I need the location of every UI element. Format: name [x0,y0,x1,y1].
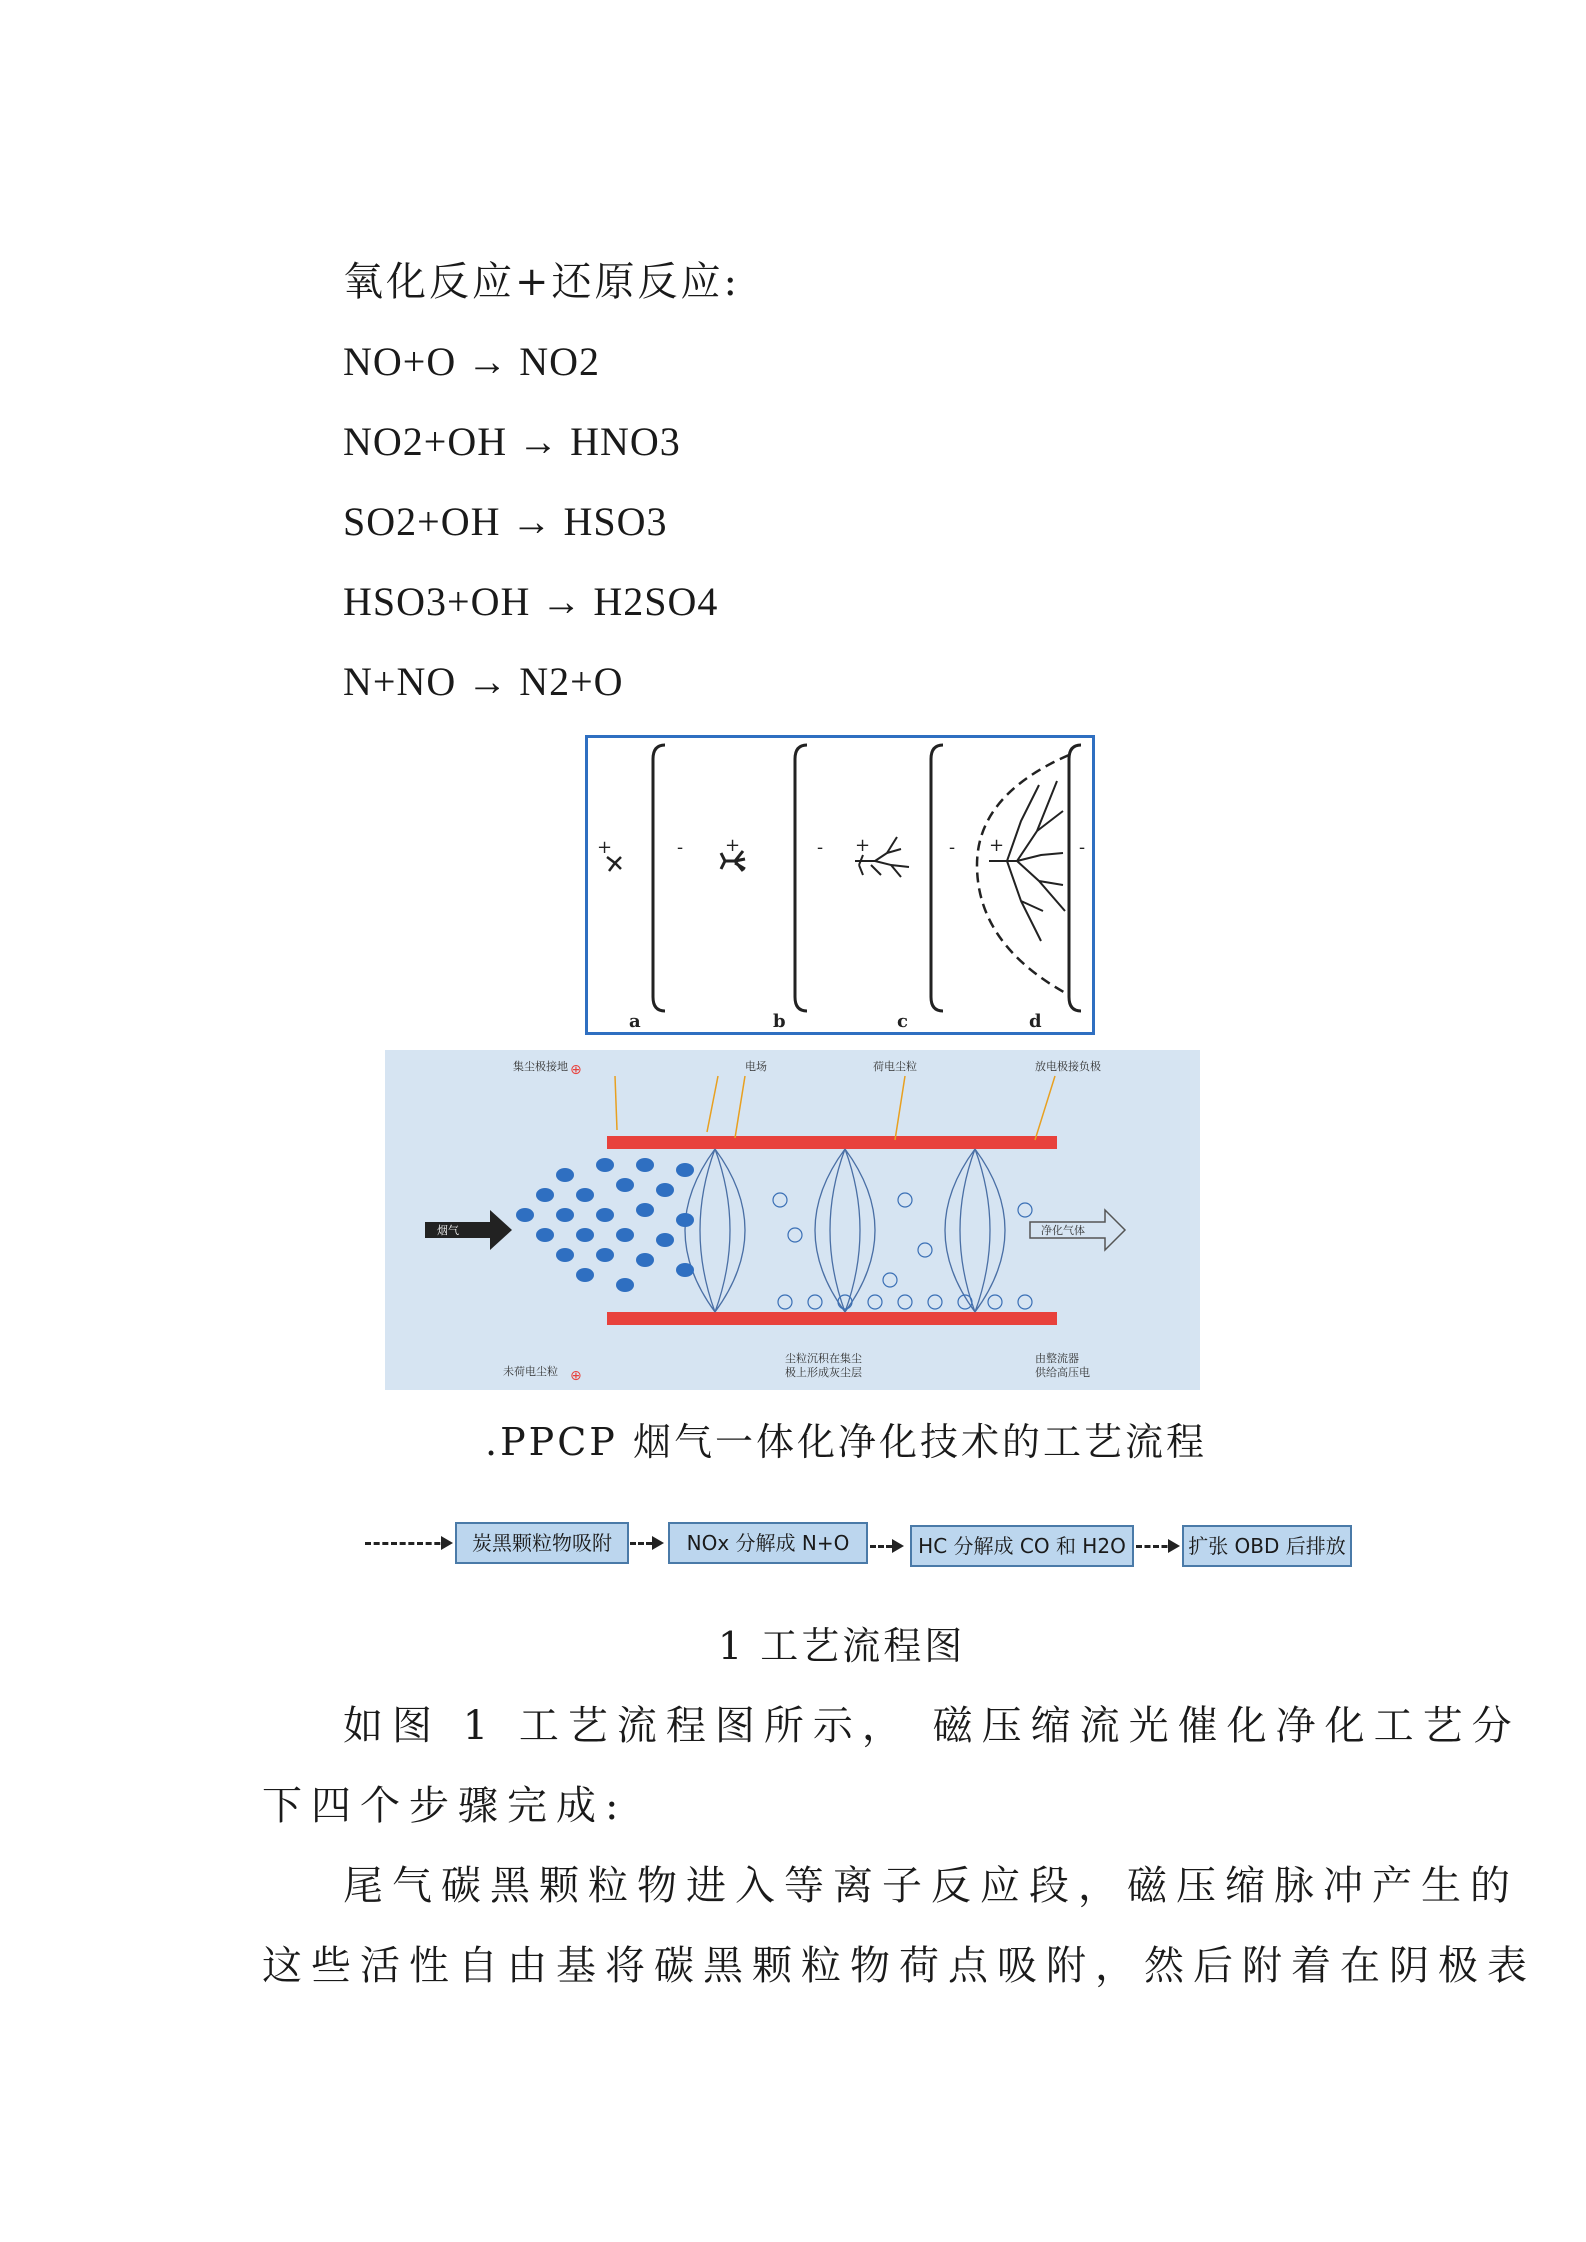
flow-step-3: HC 分解成 CO 和 H2O [910,1525,1134,1567]
label-uncharged-dust: 未荷电尘粒 [503,1365,558,1378]
flow-step-2: NOx 分解成 N+O [668,1522,868,1564]
plus-sign: + [855,835,871,856]
label-rectifier: 由整流器供给高压电 [1035,1352,1090,1379]
flow-step-1: 炭黑颗粒物吸附 [455,1522,629,1564]
panel-label-c: c [897,1011,908,1032]
flow-arrow-start [365,1542,449,1545]
reaction-heading: 氧化反应+还原反应: [343,259,740,305]
minus-sign: - [677,837,684,858]
panel-label-d: d [1029,1011,1042,1032]
plus-sign: + [597,837,613,858]
label-clean-gas: 净化气体 [1041,1224,1085,1237]
label-charged-dust: 荷电尘粒 [873,1060,917,1073]
collector-plate-top [607,1136,1057,1149]
flow-arrow-1 [630,1542,660,1545]
label-dust-layer: 尘粒沉积在集尘极上形成灰尘层 [785,1352,862,1379]
equation-3: SO2+OH → HSO3 [343,499,668,544]
label-electric-field: 电场 [745,1060,767,1073]
flow-step-4: 扩张 OBD 后排放 [1182,1525,1352,1567]
minus-sign: - [1079,837,1086,858]
paragraph-line-2: 下四个步骤完成: [262,1783,628,1829]
label-discharge-electrode: 放电极接负极 [1035,1060,1101,1073]
minus-sign: - [949,837,956,858]
paragraph-line-4: 这些活性自由基将碳黑颗粒物荷点吸附，然后附着在阴极表 [262,1943,1536,1989]
plus-terminal-top: ⊕ [570,1062,582,1078]
minus-sign: - [817,837,824,858]
equation-4: HSO3+OH → H2SO4 [343,579,719,624]
plus-sign: + [725,835,741,856]
label-collector-ground: 集尘极接地 [513,1060,568,1073]
equation-2: NO2+OH → HNO3 [343,419,681,464]
precipitator-figure [385,1050,1200,1390]
label-flue-gas: 烟气 [437,1224,459,1237]
flow-arrow-3 [1136,1545,1176,1548]
plus-terminal-bottom: ⊕ [570,1368,582,1384]
paragraph-line-1: 如图 1 工艺流程图所示， 磁压缩流光催化净化工艺分 [343,1703,1521,1749]
flow-caption: 1 工艺流程图 [718,1624,966,1668]
paragraph-line-3: 尾气碳黑颗粒物进入等离子反应段，磁压缩脉冲产生的 [343,1863,1519,1909]
collector-plate-bottom [607,1312,1057,1325]
panel-label-a: a [629,1011,641,1032]
process-flow-diagram [360,1500,1360,1590]
discharge-stages-figure [585,735,1095,1035]
panel-label-b: b [773,1011,786,1032]
plus-sign: + [989,835,1005,856]
equation-5: N+NO → N2+O [343,659,624,704]
equation-1: NO+O → NO2 [343,339,600,384]
flow-arrow-2 [870,1545,900,1548]
ppcp-caption: .PPCP 烟气一体化净化技术的工艺流程 [485,1420,1207,1464]
figure-background [385,1050,1200,1390]
